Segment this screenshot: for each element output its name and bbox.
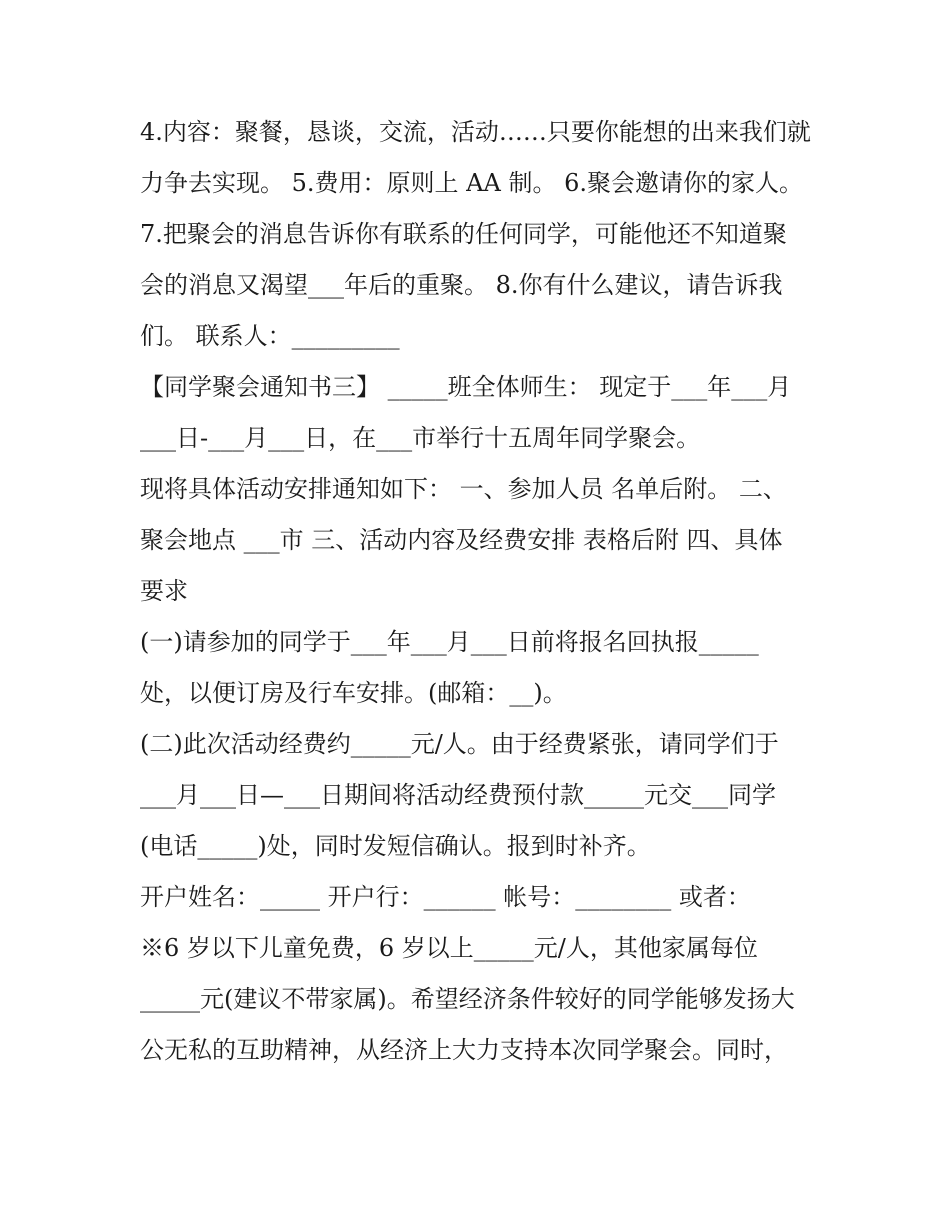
text-line: 们。 联系人：_________ — [140, 322, 400, 350]
text-line: 7.把聚会的消息告诉你有联系的任何同学，可能他还不知道聚 — [140, 220, 787, 248]
text-line: 处，以便订房及行车安排。(邮箱：__)。 — [140, 679, 567, 707]
text-line: 会的消息又渴望___年后的重聚。 8.你有什么建议，请告诉我 — [140, 271, 783, 299]
text-line: (二)此次活动经费约_____元/人。由于经费紧张，请同学们于 — [140, 730, 779, 758]
text-line: (电话_____)处，同时发短信确认。报到时补齐。 — [140, 832, 651, 860]
text-line: 4.内容：聚餐，恳谈，交流，活动……只要你能想的出来我们就 — [140, 118, 811, 146]
text-line: 现将具体活动安排通知如下： 一、参加人员 名单后附。 二、 — [140, 475, 787, 503]
text-line: 公无私的互助精神，从经济上大力支持本次同学聚会。同时， — [140, 1036, 788, 1064]
body-text — [140, 107, 820, 1076]
text-line: 力争去实现。 5.费用：原则上 AA 制。 6.聚会邀请你的家人。 — [140, 169, 803, 197]
text-line: ___日-___月___日，在___市举行十五周年同学聚会。 — [140, 424, 701, 452]
text-line: 要求 — [140, 577, 188, 605]
text-line: 开户姓名：_____ 开户行：______ 帐号：________ 或者： — [140, 883, 751, 911]
text-line: ※6 岁以下儿童免费，6 岁以上_____元/人，其他家属每位 — [140, 934, 758, 962]
text-line: 聚会地点 ___市 三、活动内容及经费安排 表格后附 四、具体 — [140, 526, 783, 554]
text-line: ___月___日—___日期间将活动经费预付款_____元交___同学 — [140, 781, 776, 809]
text-line: (一)请参加的同学于___年___月___日前将报名回执报_____ — [140, 628, 759, 656]
section-heading-line: 【同学聚会通知书三】 _____班全体师生： 现定于___年___月 — [140, 373, 792, 401]
text-line: _____元(建议不带家属)。希望经济条件较好的同学能够发扬大 — [140, 985, 795, 1013]
